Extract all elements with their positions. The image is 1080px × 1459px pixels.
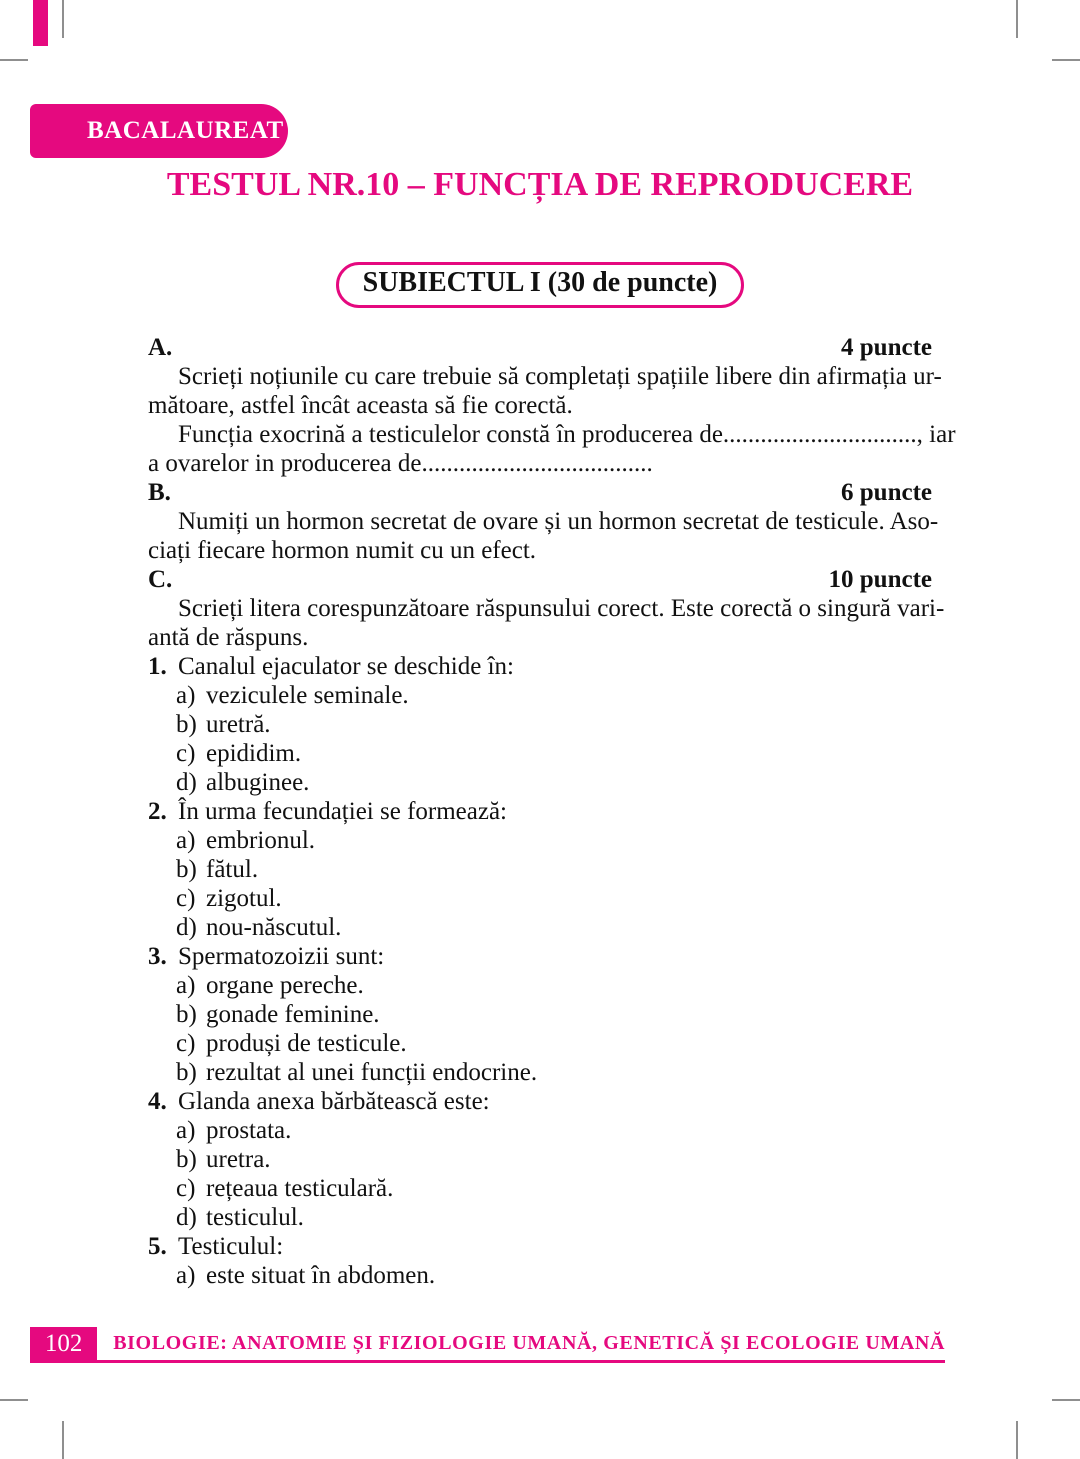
question-number: 1.	[148, 653, 167, 680]
option-letter: b)	[176, 1146, 197, 1173]
answer-option	[148, 1203, 932, 1232]
answer-option	[148, 1029, 932, 1058]
answer-option	[148, 1174, 932, 1203]
answer-option	[148, 681, 932, 710]
answer-option	[148, 1145, 932, 1174]
section-header-a	[148, 333, 932, 362]
answer-option	[148, 710, 932, 739]
subject-box	[336, 262, 745, 308]
crop-mark	[1052, 59, 1080, 61]
question-number: 4.	[148, 1088, 167, 1115]
question	[148, 797, 932, 826]
option-letter: c)	[176, 1030, 196, 1057]
option-letter: a)	[176, 1262, 196, 1289]
paragraph-line: mătoare, astfel încât aceasta să fie corectă.	[148, 392, 573, 419]
paragraph-line: antă de răspuns.	[148, 624, 309, 651]
option-letter: a)	[176, 972, 196, 999]
option-letter: a)	[176, 682, 196, 709]
crop-mark	[1016, 0, 1018, 38]
option-letter: b)	[176, 711, 197, 738]
content	[148, 333, 956, 1290]
answer-option	[148, 768, 932, 797]
answer-option	[148, 1261, 932, 1290]
option-text: uretră.	[206, 711, 271, 738]
footer	[30, 1327, 945, 1363]
section-header-c	[148, 565, 932, 594]
question-text: În urma fecundației se formează:	[178, 798, 507, 825]
section-points: 10 puncte	[828, 566, 932, 593]
answer-option	[148, 1116, 932, 1145]
option-letter: c)	[176, 740, 196, 767]
option-letter: d)	[176, 769, 197, 796]
answer-option	[148, 739, 932, 768]
question	[148, 1232, 932, 1261]
page-number	[30, 1327, 97, 1360]
option-letter: d)	[176, 914, 197, 941]
bleed-strip	[33, 0, 48, 46]
banner-label: BACALAUREAT	[87, 117, 284, 144]
option-text: uretra.	[206, 1146, 271, 1173]
question-number: 5.	[148, 1233, 167, 1260]
bacalaureat-banner	[30, 104, 288, 158]
subject-box-label: SUBIECTUL I (30 de puncte)	[362, 267, 718, 298]
option-text: rezultat al unei funcții endocrine.	[206, 1059, 538, 1086]
question-text: Testiculul:	[178, 1233, 284, 1260]
crop-mark	[1052, 1399, 1080, 1401]
section-points: 6 puncte	[841, 479, 932, 506]
page-title: TESTUL NR.10 – FUNCȚIA DE REPRODUCERE	[166, 166, 914, 203]
paragraph-line: a ovarelor in producerea de.....................................	[148, 450, 653, 477]
option-letter: d)	[176, 1204, 197, 1231]
paragraph-line: Scrieți litera corespunzătoare răspunsului corect. Este corectă o singură vari-	[178, 595, 945, 622]
option-letter: b)	[176, 856, 197, 883]
option-text: este situat în abdomen.	[206, 1262, 436, 1289]
question-number: 3.	[148, 943, 167, 970]
option-letter: b)	[176, 1059, 197, 1086]
paragraph-line: Funcția exocrină a testiculelor constă în producerea de..............................., iar	[178, 421, 956, 448]
option-text: veziculele seminale.	[206, 682, 409, 709]
option-text: prostata.	[206, 1117, 292, 1144]
paragraph-line: Numiți un hormon secretat de ovare și un hormon secretat de testicule. Aso-	[178, 508, 939, 535]
option-text: embrionul.	[206, 827, 316, 854]
paragraph-line: Scrieți noțiunile cu care trebuie să completați spațiile libere din afirmația ur-	[178, 363, 942, 390]
section-header-b	[148, 478, 932, 507]
option-text: fătul.	[206, 856, 259, 883]
option-letter: a)	[176, 827, 196, 854]
question	[148, 942, 932, 971]
answer-option	[148, 884, 932, 913]
option-text: rețeaua testiculară.	[206, 1175, 394, 1202]
answer-option	[148, 913, 932, 942]
section-label: B.	[148, 479, 171, 506]
section-label: C.	[148, 566, 173, 593]
answer-option	[148, 971, 932, 1000]
answer-option	[148, 855, 932, 884]
section-points: 4 puncte	[841, 334, 932, 361]
question	[148, 652, 932, 681]
page-number-label: 102	[44, 1329, 83, 1357]
option-text: zigotul.	[206, 885, 282, 912]
option-letter: c)	[176, 885, 196, 912]
question-number: 2.	[148, 798, 167, 825]
crop-mark	[1016, 1421, 1018, 1459]
option-letter: b)	[176, 1001, 197, 1028]
question-text: Spermatozoizii sunt:	[178, 943, 385, 970]
answer-option	[148, 1058, 932, 1087]
paragraph-line: ciați fiecare hormon numit cu un efect.	[148, 537, 537, 564]
question-text: Glanda anexa bărbătească este:	[178, 1088, 490, 1115]
option-text: organe pereche.	[206, 972, 364, 999]
crop-mark	[0, 1399, 28, 1401]
crop-mark	[62, 1421, 64, 1459]
crop-mark	[0, 59, 28, 61]
option-text: epididim.	[206, 740, 302, 767]
option-letter: a)	[176, 1117, 196, 1144]
answer-option	[148, 1000, 932, 1029]
option-text: testiculul.	[206, 1204, 304, 1231]
option-text: nou-născutul.	[206, 914, 342, 941]
section-label: A.	[148, 334, 173, 361]
question-text: Canalul ejaculator se deschide în:	[178, 653, 514, 680]
option-text: produși de testicule.	[206, 1030, 407, 1057]
option-text: albuginee.	[206, 769, 310, 796]
crop-mark	[62, 0, 64, 38]
answer-option	[148, 826, 932, 855]
option-text: gonade feminine.	[206, 1001, 380, 1028]
question	[148, 1087, 932, 1116]
footer-text: BIOLOGIE: ANATOMIE ȘI FIZIOLOGIE UMANĂ, GENETICĂ ȘI ECOLOGIE UMANĂ	[113, 1332, 945, 1354]
option-letter: c)	[176, 1175, 196, 1202]
subject-box-wrap	[140, 262, 940, 308]
